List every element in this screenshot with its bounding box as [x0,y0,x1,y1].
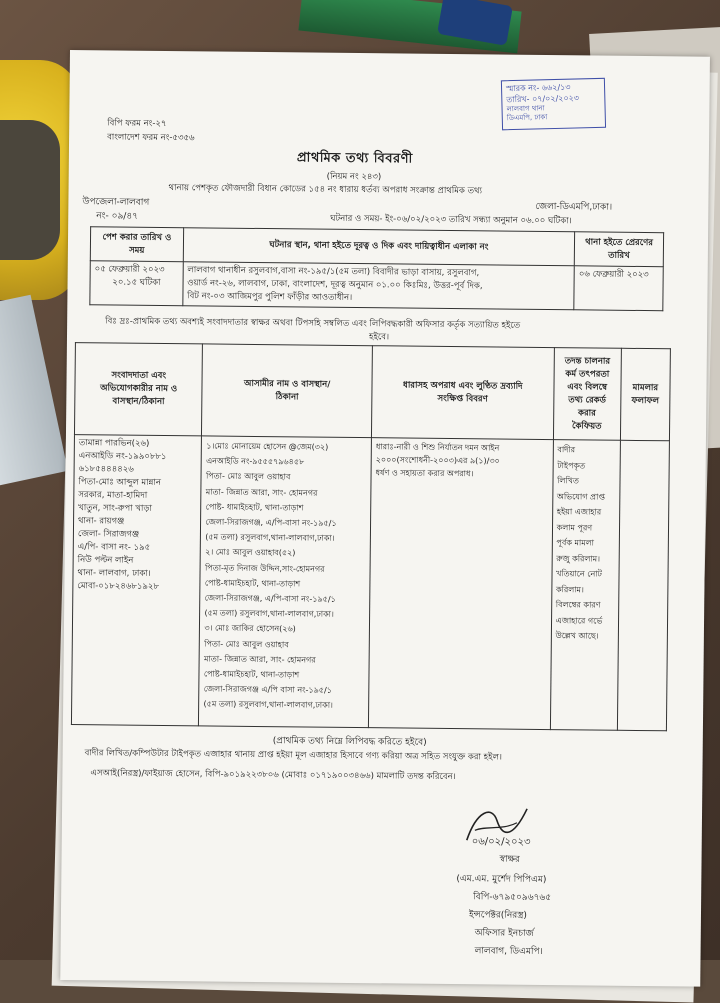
document-page [60,50,710,987]
result-details [617,440,669,730]
main-table [71,342,671,731]
offence-header: ধারাসহ অপরাধ এবং লুণ্ঠিত দ্রব্যাদি সংক্ষিপ্ত বিবরণ [371,346,554,440]
officer-role: অফিসার ইনচার্জ [474,928,534,939]
footer-note: (প্রাথমিক তথ্য নিম্নে লিপিবদ্ধ করিতে হইবে) [272,736,427,748]
accused-details: ১।মোঃ মোনায়েম হোসেন @জেম(৩২) এনআইডি নং-৯৫৫৫৭৯৬৪৫৮ পিতা- মোঃ আবুল ওয়াহাব মাতা- জিন্নাত আরা, সাং- হোমনগর পোষ্ট- ধামাইচহাট, থানা-তাড়াশ জেলা-সিরাজগঞ্জ, এ/পি-বাসা নং-১৯৫/১ (৫ম তলা) রসুলবাগ,থানা-লালবাগ,ঢাকা। ২। মোঃ আবুল ওয়াহাব(৫২) পিতা-মৃত দিনাজ উদ্দিন,সাং-হোমনগর পোষ্ট-ধামাইচহাট, থানা-তাড়াশ জেলা-সিরাজগঞ্জ, এ/পি-বাসা নং-১৯৫/১ (৫ম তলা) রসুলবাগ,থানা-লালবাগ,ঢাকা। ৩। মোঃ জাকির হোসেন(২৬) পিতা- মোঃ আবুল ওয়াহাব মাতা- জিন্নাত আরা, সাং- হোমনগর পোষ্ট-ধামাইচহাট, থানা-তাড়াশ জেলা-সিরাজগঞ্জ এ/পি বাসা নং-১৯৫/১ (৫ম তলা) রসুলবাগ,থানা-লালবাগ,ঢাকা। [199,436,372,728]
note-line-2: হইবে। [368,332,390,343]
district: জেলা-ডিএমপি,ঢাকা। [535,201,613,213]
informant-details: তামান্না পারভিন(২৬) এনআইডি নং-১৯৯০৮৮১ ৬১৮৫৪৪৪৪২৬ পিতা-মোঃ আব্দুল মান্নান সরকার, মাতা-হামিদা খাতুন, সাং-রুপা খাড়া থানা- রায়গঞ্জ জেলা- সিরাজগঞ্জ এ/পি- বাসা নং- ১৯৫ নিউ পল্টন লাইন থানা- লালবাগ, ঢাকা। মোবা-০১৮২৪৬৮১৯২৮ [71,435,201,726]
officer-rank: ইন্সপেক্টর(নিরস্ত্র) [468,910,527,921]
sent-header: থানা হইতে প্রেরণের তারিখ [574,232,663,267]
upazila: উপজেলা-লালবাগ [82,197,150,208]
note-line: বিঃ দ্রঃ-প্রাথমিক তথ্য অবশ্যই সংবাদদাতার স্বাক্ষর অথবা টিপসহি সম্বলিত এবং লিপিবদ্ধকারী অফিসার কর্তৃক সত্যায়িত হইতে [105,316,521,331]
footer-line-2: এসআই(নিরস্ত্র)/ফাইয়াজ হোসেন, বিপি-৯০১৯২২৩৮০৬ (মোবাঃ ০১৭১৯০০৩৪৬৬) মামলাটি তদন্ত করিবেন। [90,768,456,783]
action-details: বাদীর টাইপকৃত লিখিত অভিযোগ প্রাপ্ত হইয়া এজাহার কলাম পূরণ পূর্বক মামলা রুজু করিলাম। খতিয়ানে নোট করিলাম। বিলম্বের কারণ এজাহারে গর্ভে উল্লেখ আছে। [550,440,620,731]
container-contents [0,120,60,260]
signature-date: ০৬/০২/২০২৩ [471,836,531,848]
filed-datetime: ০৫ ফেব্রুয়ারী ২০২৩ ২০.১৫ ঘটিকা [90,261,183,306]
officer-name: (এম.এম. মুর্শেদ পিপিএম) [456,874,547,886]
incident-place: লালবাগ থানাধীন রসুলবাগ,বাসা নং-১৯৫/১(৫ম তলা) বিবাদীর ভাড়া বাসায়, রসুলবাগ, ওয়ার্ড নং-২৬, লালবাগ, ঢাকা, বাংলাদেশ, দূরত্ব অনুমান ০১.০০ কিঃমিঃ, উত্তর-পূর্ব দিক, বিট নং-০৩ আজিমপুর পুলিশ ফাঁড়ীর আওতাধীন। [183,262,575,310]
event-time: ঘটনার ও সময়- ইং-০৬/০২/২০২৩ তারিখ সন্ধ্যা অনুমান ০৬.০০ ঘটিকা। [330,213,572,227]
subtitle: থানায় পেশকৃত ফৌজদারী বিধান কোডের ১৫৪ নং ধারায় ধর্তব্য অপরাধ সংক্রান্ত প্রাথমিক তথ্য [168,183,483,197]
accused-header: আসামীর নাম ও বাসস্থান/ ঠিকানা [202,344,373,438]
result-header: মামলার ফলাফল [620,348,670,441]
form-number: বিপি ফরম নং-২৭ [107,118,167,130]
action-header: তদন্ত চালনার কর্ম তৎপরতা এবং বিলম্বে তথ্য রেকর্ড করার কৈফিয়ত [553,348,621,441]
sign-label: স্বাক্ষর [499,854,520,865]
rule-number: (নিয়ম নং ২৪৩) [326,171,382,183]
informant-header: সংবাদদাতা এবং অভিযোগকারীর নাম ও বাসস্থান/ঠিকানা [74,343,202,436]
footer-line-1: বাদীর লিখিত/কম্পিউটার টাইপকৃত এজাহার থানায় প্রাপ্ত হইয়া মূল এজাহার হিসাবে গণ্য করিয়া অত্র সহিত সংযুক্ত করা হইল। [84,748,503,763]
filed-header: পেশ করার তারিখ ও সময় [90,227,183,262]
page-title: প্রাথমিক তথ্য বিবরণী [296,150,413,167]
officer-bp: বিপি-৬৭৯৫০৯৬৭৬৫ [473,892,552,904]
bd-form-number: বাংলাদেশ ফরম নং-৫৩৫৬ [107,132,195,144]
officer-station: লালবাগ, ডিএমপি। [474,946,543,958]
case-number: নং- ০৯/৪৭ [96,211,139,222]
place-header: ঘটনার স্থান, থানা হইতে দূরত্ব ও দিক এবং দায়িত্বাধীন এলাকা নং [183,228,575,266]
sent-date: ০৬ ফেব্রুয়ারী ২০২৩ [574,266,663,311]
incident-table [89,226,664,311]
offence-details: ধারাঃ-নারী ও শিশু নির্যাতন দমন আইন ২০০০(সংশোধনী-২০০৩)এর ৯(১)/৩০ ধর্ষণ ও সহায়তা করার অপরাধ। [368,438,553,730]
office-stamp: স্মারক নং- ৬৬২/১৩ তারিখ- ০৭/০২/২০২৩ লালবাগ থানা ডিএমপি, ঢাকা [501,78,606,131]
